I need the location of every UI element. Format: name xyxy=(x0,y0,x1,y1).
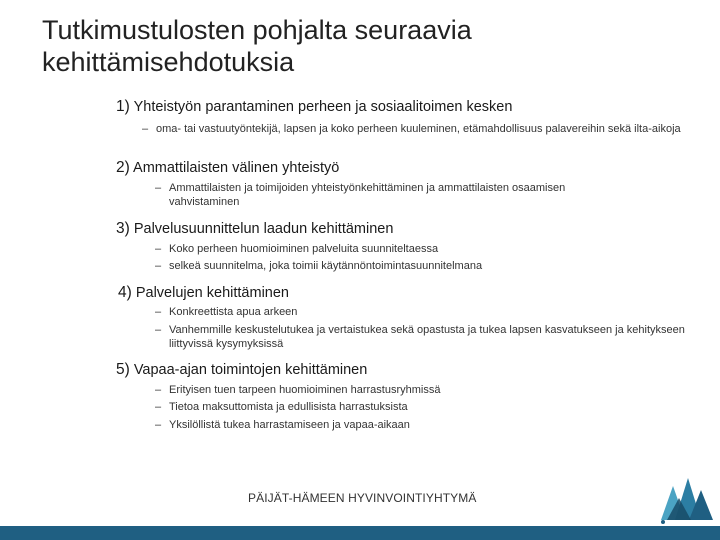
item-1-title: Yhteistyön parantaminen perheen ja sosiaalitoimen kesken xyxy=(133,99,513,115)
bullet-dash: – xyxy=(155,306,162,318)
item-3-sub-2 xyxy=(155,259,675,273)
item-1-sub-1 xyxy=(142,122,682,136)
sub-text: Vanhemmille keskustelutukea ja vertaistukea sekä opastusta ja tukea lapsen kasvatukseen ja kehitykseen liittyvissä kysymyksissä xyxy=(169,324,685,350)
sub-text: Erityisen tuen tarpeen huomioiminen harrastusryhmissä xyxy=(169,384,441,396)
item-5-sub-2 xyxy=(155,400,675,414)
bullet-dash: – xyxy=(155,324,162,336)
slide-title-line-1: Tutkimustulosten pohjalta seuraavia xyxy=(42,15,472,45)
bullet-dash: – xyxy=(142,123,149,135)
item-4-sub-1 xyxy=(155,305,675,319)
sub-text: Yksilöllistä tukea harrastamiseen ja vapaa-aikaan xyxy=(169,419,410,431)
item-5-title: Vapaa-ajan toimintojen kehittäminen xyxy=(133,362,368,378)
bullet-dash: – xyxy=(155,384,162,396)
item-5-heading xyxy=(116,361,367,379)
bullet-dash: – xyxy=(155,401,162,413)
bullet-dash: – xyxy=(155,419,162,431)
item-1-heading xyxy=(116,98,512,116)
sub-text: Tietoa maksuttomista ja edullisista harrastuksista xyxy=(169,401,408,413)
item-2-number: 2) xyxy=(116,159,130,176)
item-1-number: 1) xyxy=(116,98,130,115)
item-4-title: Palvelujen kehittäminen xyxy=(135,285,289,301)
item-4-heading xyxy=(118,284,289,302)
item-3-number: 3) xyxy=(116,220,130,237)
bullet-dash: – xyxy=(155,243,162,255)
slide-title-line-2: kehittämisehdotuksia xyxy=(42,47,295,77)
organization-logo-icon xyxy=(657,476,713,526)
item-3-heading xyxy=(116,220,393,238)
item-3-sub-1 xyxy=(155,242,675,256)
item-5-sub-3 xyxy=(155,418,675,432)
sub-text: Konkreettista apua arkeen xyxy=(169,306,298,318)
item-4-number: 4) xyxy=(118,284,132,301)
slide-title xyxy=(42,14,662,78)
item-5-sub-1 xyxy=(155,383,675,397)
sub-text: selkeä suunnitelma, joka toimii käytännöntoimintasuunnitelmana xyxy=(169,260,483,272)
item-2-sub-1 xyxy=(155,181,625,209)
footer-organization-name: PÄIJÄT-HÄMEEN HYVINVOINTIYHTYMÄ xyxy=(248,491,477,505)
sub-text: oma- tai vastuutyöntekijä, lapsen ja koko perheen kuuleminen, etämahdollisuus palavereihin sekä ilta-aikoja xyxy=(156,123,681,135)
sub-text: Koko perheen huomioiminen palveluita suunniteltaessa xyxy=(169,243,439,255)
item-2-heading xyxy=(116,159,339,177)
item-4-sub-2 xyxy=(155,323,685,351)
bullet-dash: – xyxy=(155,260,162,272)
sub-text: Ammattilaisten ja toimijoiden yhteistyönkehittäminen ja ammattilaisten osaamisen vahvistaminen xyxy=(169,182,566,208)
item-2-title: Ammattilaisten välinen yhteistyö xyxy=(133,160,340,176)
logo-dot xyxy=(661,520,665,524)
bullet-dash: – xyxy=(155,182,162,194)
item-3-title: Palvelusuunnittelun laadun kehittäminen xyxy=(133,221,394,237)
item-5-number: 5) xyxy=(116,361,130,378)
bottom-color-bar xyxy=(0,526,720,540)
